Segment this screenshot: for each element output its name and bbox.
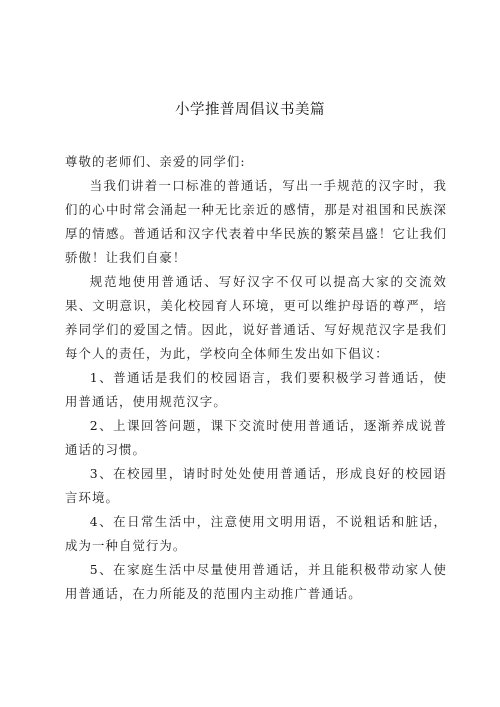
paragraph-intro: 当我们讲着一口标准的普通话，写出一手规范的汉字时，我们的心中时常会涌起一种无比亲近的感情，那是对祖国和民族深厚的情感。普通话和汉字代表着中华民族的繁荣昌盛！它让我们骄傲！让我们自豪！ [65, 178, 447, 265]
proposal-item-2: 2、上课回答问题，课下交流时使用普通话，逐渐养成说普通话的习惯。 [65, 418, 447, 457]
proposal-item-1: 1、普通话是我们的校园语言，我们要积极学习普通话，使用普通话，使用规范汉字。 [65, 370, 447, 409]
salutation: 尊敬的老师们、亲爱的同学们: [65, 154, 246, 169]
proposal-item-5: 5、在家庭生活中尽量使用普通话，并且能积极带动家人使用普通话，在力所能及的范围内主动推广普通话。 [65, 562, 447, 601]
proposal-item-3: 3、在校园里，请时时处处使用普通话，形成良好的校园语言环境。 [65, 466, 447, 505]
proposal-item-4: 4、在日常生活中，注意使用文明用语，不说粗话和脏话，成为一种自觉行为。 [65, 514, 447, 553]
document-body [65, 150, 447, 606]
document-title: 小学推普周倡议书美篇 [175, 102, 325, 118]
paragraph-reason: 规范地使用普通话、写好汉字不仅可以提高大家的交流效果、文明意识，美化校园育人环境，更可以维护母语的尊严，培养同学们的爱国之情。因此，说好普通话、写好规范汉字是我们每个人的责任，为此，学校向全体师生发出如下倡议： [65, 274, 447, 361]
